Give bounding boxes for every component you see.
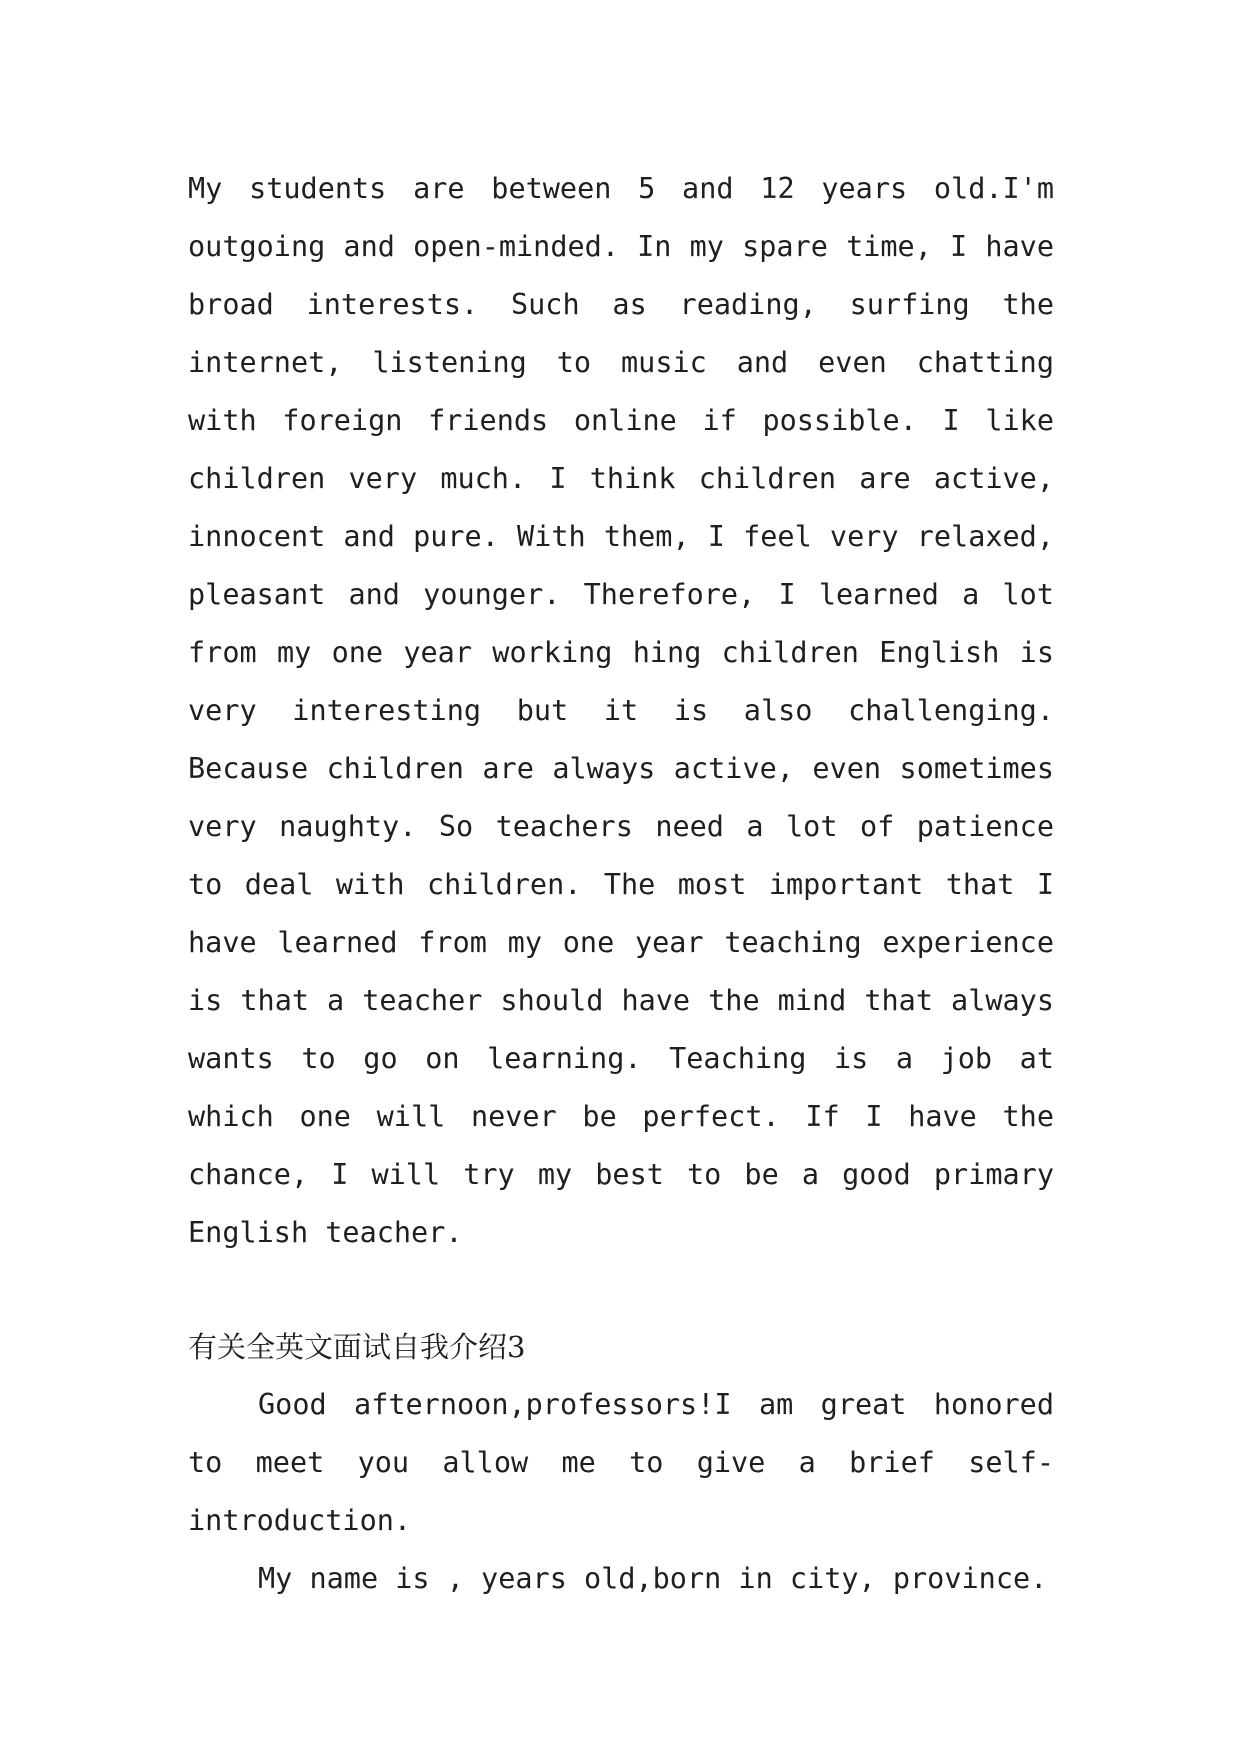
section-heading: 有关全英文面试自我介绍3 (188, 1330, 526, 1364)
body-paragraph: Good afternoon,professors!I am great honored to meet you allow me to give a brief self-introduction. (188, 1388, 1054, 1537)
body-paragraph: My name is , years old,born in city, province. (258, 1562, 1048, 1595)
document-body (188, 160, 1054, 1608)
body-paragraph: My students are between 5 and 12 years old.I'm outgoing and open-minded. In my spare time, I have broad interests. Such as reading, surfing the internet, listening to music and even chatting with foreign friends online if possible. I like children very much. I think children are active, innocent and pure. With them, I feel very relaxed, pleasant and younger. Therefore, I learned a lot from my one year working hing children English is very interesting but it is also challenging. Because children are always active, even sometimes very naughty. So teachers need a lot of patience to deal with children. The most important that I have learned from my one year teaching experience is that a teacher should have the mind that always wants to go on learning. Teaching is a job at which one will never be perfect. If I have the chance, I will try my best to be a good primary English teacher. (188, 172, 1054, 1249)
